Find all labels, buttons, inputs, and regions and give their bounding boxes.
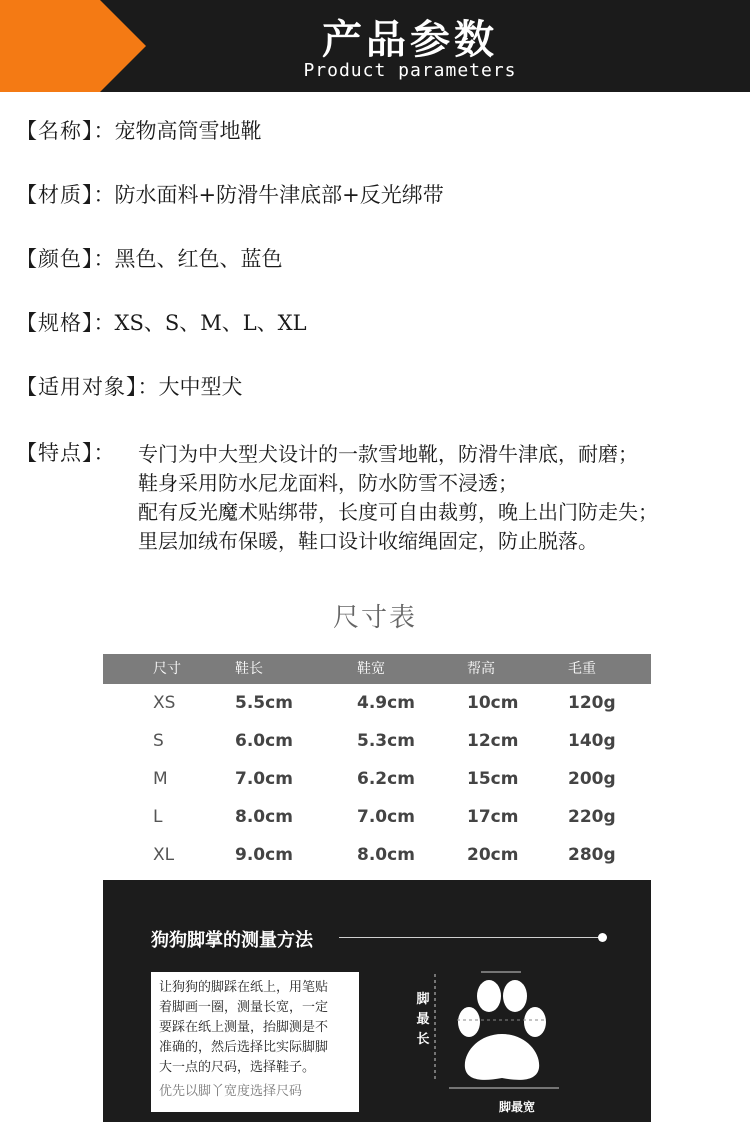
instruction-line: 准确的，然后选择比实际脚脚 [159,1040,329,1055]
table-cell: 7.0cm [357,807,415,827]
paw-toe [458,1007,480,1037]
width-label: 脚最宽 [498,1100,535,1114]
param-value: XS、S、M、L、XL [114,311,307,335]
table-cell: 20cm [467,845,519,865]
table-cell: 220g [568,807,616,827]
table-cell: 120g [568,693,616,713]
param-color [16,244,283,274]
param-target [16,372,243,402]
table-cell: 6.0cm [235,731,293,751]
instruction-line: 让狗狗的脚踩在纸上，用笔贴 [159,980,329,995]
param-spec [16,308,307,338]
size-chart-title: 尺寸表 [332,603,417,633]
param-value: 黑色、红色、蓝色 [114,247,283,271]
length-label: 脚最长 [416,992,430,1047]
param-sep: ： [93,183,115,207]
instruction-line: 要踩在纸上测量，抬脚测是不 [159,1020,329,1035]
paw-pad [465,1034,539,1080]
param-label: 【材质】 [16,183,94,207]
table-row [103,798,651,836]
size-table-header [103,654,651,684]
table-cell: 5.3cm [357,731,415,751]
table-cell: 9.0cm [235,845,293,865]
measure-title: 狗狗脚掌的测量方法 [151,930,313,951]
header-cell: 鞋宽 [357,661,385,677]
table-cell: S [153,731,164,751]
param-material [16,180,444,210]
paw-toe [524,1007,546,1037]
param-sep: ： [93,311,115,335]
param-label: 【颜色】 [16,247,94,271]
size-table [103,654,651,874]
param-name [16,116,262,146]
feature-line: 专门为中大型犬设计的一款雪地靴，防滑牛津底，耐磨； [138,442,638,466]
param-value: 防水面料+防滑牛津底部+反光绑带 [114,183,444,207]
param-features [16,438,115,468]
table-cell: 12cm [467,731,519,751]
measure-title-dot [598,933,607,942]
table-cell: 4.9cm [357,693,415,713]
param-sep: ： [93,441,115,465]
table-cell: 280g [568,845,616,865]
table-cell: 15cm [467,769,519,789]
paw-toe [503,980,527,1012]
param-sep: ： [93,119,115,143]
param-value: 宠物高筒雪地靴 [114,119,262,143]
param-label: 【特点】 [16,441,94,465]
page-header [0,0,750,92]
table-cell: 17cm [467,807,519,827]
param-label: 【适用对象】 [16,375,138,399]
page-title: 产品参数 [322,16,498,63]
table-cell: 8.0cm [357,845,415,865]
table-cell: XL [153,845,175,865]
table-cell: XS [153,693,176,713]
table-row [103,722,651,760]
measure-instructions [151,972,359,1112]
param-value: 大中型犬 [158,375,243,399]
table-cell: 200g [568,769,616,789]
instruction-line: 大一点的尺码，选择鞋子。 [159,1060,316,1075]
measure-panel [103,880,651,1122]
feature-line: 配有反光魔术贴绑带，长度可自由裁剪，晚上出门防走失； [138,500,658,524]
table-cell: L [153,807,163,827]
param-sep: ： [93,247,115,271]
table-cell: 8.0cm [235,807,293,827]
param-sep: ： [137,375,159,399]
header-cell: 毛重 [568,661,596,677]
paw-toe [477,980,501,1012]
paw-print-icon [409,964,589,1104]
header-cell: 尺寸 [153,661,181,677]
table-cell: 5.5cm [235,693,293,713]
feature-line: 鞋身采用防水尼龙面料，防水防雪不浸透； [138,471,518,495]
instruction-line: 着脚画一圈，测量长宽，一定 [159,1000,329,1015]
table-row [103,760,651,798]
table-cell: 10cm [467,693,519,713]
header-cell: 鞋长 [235,661,263,677]
table-cell: 6.2cm [357,769,415,789]
header-cell: 帮高 [467,661,495,677]
table-cell: 7.0cm [235,769,293,789]
page-subtitle: Product parameters [303,60,517,81]
measure-title-line [339,937,601,938]
table-cell: 140g [568,731,616,751]
measure-tip: 优先以脚丫宽度选择尺码 [159,1084,303,1099]
table-cell: M [153,769,168,789]
param-label: 【名称】 [16,119,94,143]
feature-line: 里层加绒布保暖，鞋口设计收缩绳固定，防止脱落。 [138,529,598,553]
table-row [103,684,651,722]
table-row [103,836,651,874]
features-list [138,440,658,556]
param-label: 【规格】 [16,311,94,335]
